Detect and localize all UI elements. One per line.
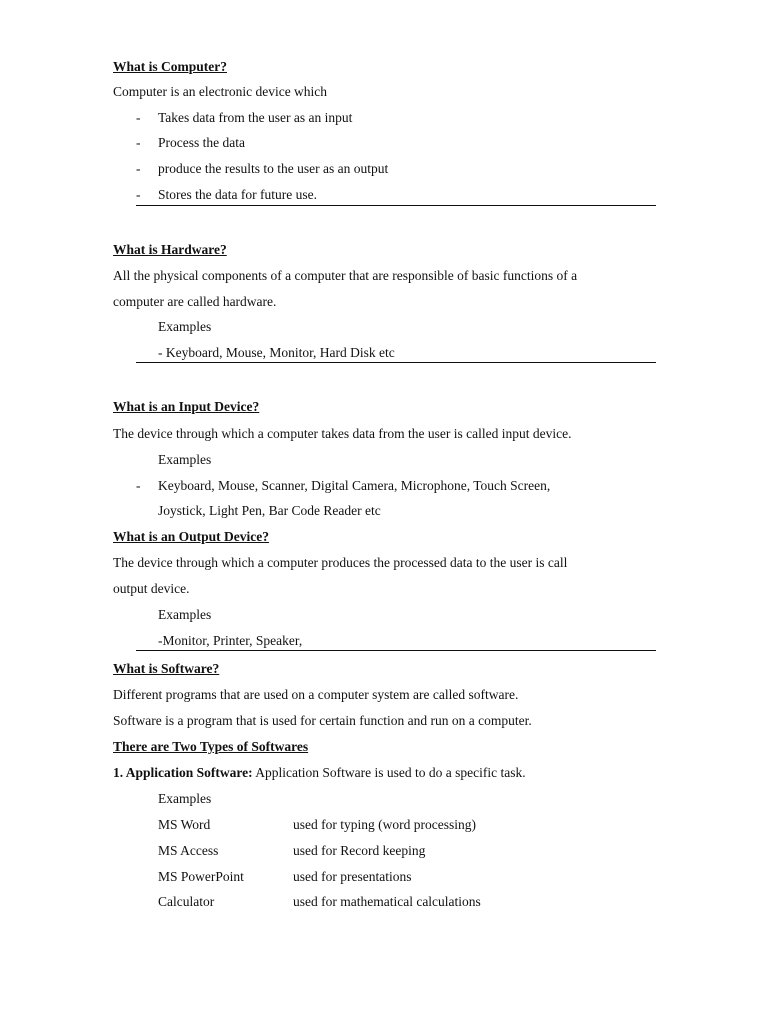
heading-what-is-computer: What is Computer? xyxy=(113,59,227,74)
application-software-text: Application Software is used to do a specific task. xyxy=(252,765,526,780)
software-paragraph-line: Different programs that are used on a computer system are called software. xyxy=(113,687,519,702)
examples-label: Examples xyxy=(158,319,212,334)
application-software-line xyxy=(113,765,526,781)
output-device-paragraph-line: output device. xyxy=(113,581,190,596)
heading-types-of-software: There are Two Types of Softwares xyxy=(113,739,309,754)
section-divider xyxy=(136,362,656,363)
examples-label: Examples xyxy=(158,452,212,467)
bullet-text: produce the results to the user as an output xyxy=(158,161,389,176)
bullet-text: Takes data from the user as an input xyxy=(158,110,353,125)
input-examples-line: Keyboard, Mouse, Scanner, Digital Camera, Microphone, Touch Screen, xyxy=(158,478,551,493)
output-examples: -Monitor, Printer, Speaker, xyxy=(158,633,303,648)
hardware-paragraph-line: computer are called hardware. xyxy=(113,294,277,309)
bullet-text: Process the data xyxy=(158,135,245,150)
heading-what-is-software: What is Software? xyxy=(113,661,220,676)
software-use: used for typing (word processing) xyxy=(293,817,476,832)
bullet-dash: - xyxy=(136,110,141,125)
software-use: used for Record keeping xyxy=(293,843,426,858)
input-examples-line: Joystick, Light Pen, Bar Code Reader etc xyxy=(158,503,381,518)
bullet-text: Stores the data for future use. xyxy=(158,187,317,202)
software-paragraph-line: Software is a program that is used for certain function and run on a computer. xyxy=(113,713,532,728)
bullet-dash: - xyxy=(136,135,141,150)
heading-output-device: What is an Output Device? xyxy=(113,529,270,544)
software-name: MS Word xyxy=(158,817,211,832)
bullet-dash: - xyxy=(136,161,141,176)
software-use: used for presentations xyxy=(293,869,412,884)
software-use: used for mathematical calculations xyxy=(293,894,481,909)
heading-input-device: What is an Input Device? xyxy=(113,399,260,414)
section-divider xyxy=(136,205,656,206)
output-device-paragraph-line: The device through which a computer produces the processed data to the user is call xyxy=(113,555,568,570)
software-name: Calculator xyxy=(158,894,215,909)
software-name: MS PowerPoint xyxy=(158,869,244,884)
software-name: MS Access xyxy=(158,843,219,858)
hardware-paragraph-line: All the physical components of a computer that are responsible of basic functions of a xyxy=(113,268,578,283)
examples-label: Examples xyxy=(158,791,212,806)
bullet-dash: - xyxy=(136,187,141,202)
input-device-paragraph: The device through which a computer takes data from the user is called input device. xyxy=(113,426,572,441)
section-divider xyxy=(136,650,656,651)
computer-intro: Computer is an electronic device which xyxy=(113,84,328,99)
application-software-label: 1. Application Software: xyxy=(113,765,253,780)
hardware-examples: - Keyboard, Mouse, Monitor, Hard Disk etc xyxy=(158,345,395,360)
heading-what-is-hardware: What is Hardware? xyxy=(113,242,227,257)
examples-label: Examples xyxy=(158,607,212,622)
bullet-dash: - xyxy=(136,478,141,493)
